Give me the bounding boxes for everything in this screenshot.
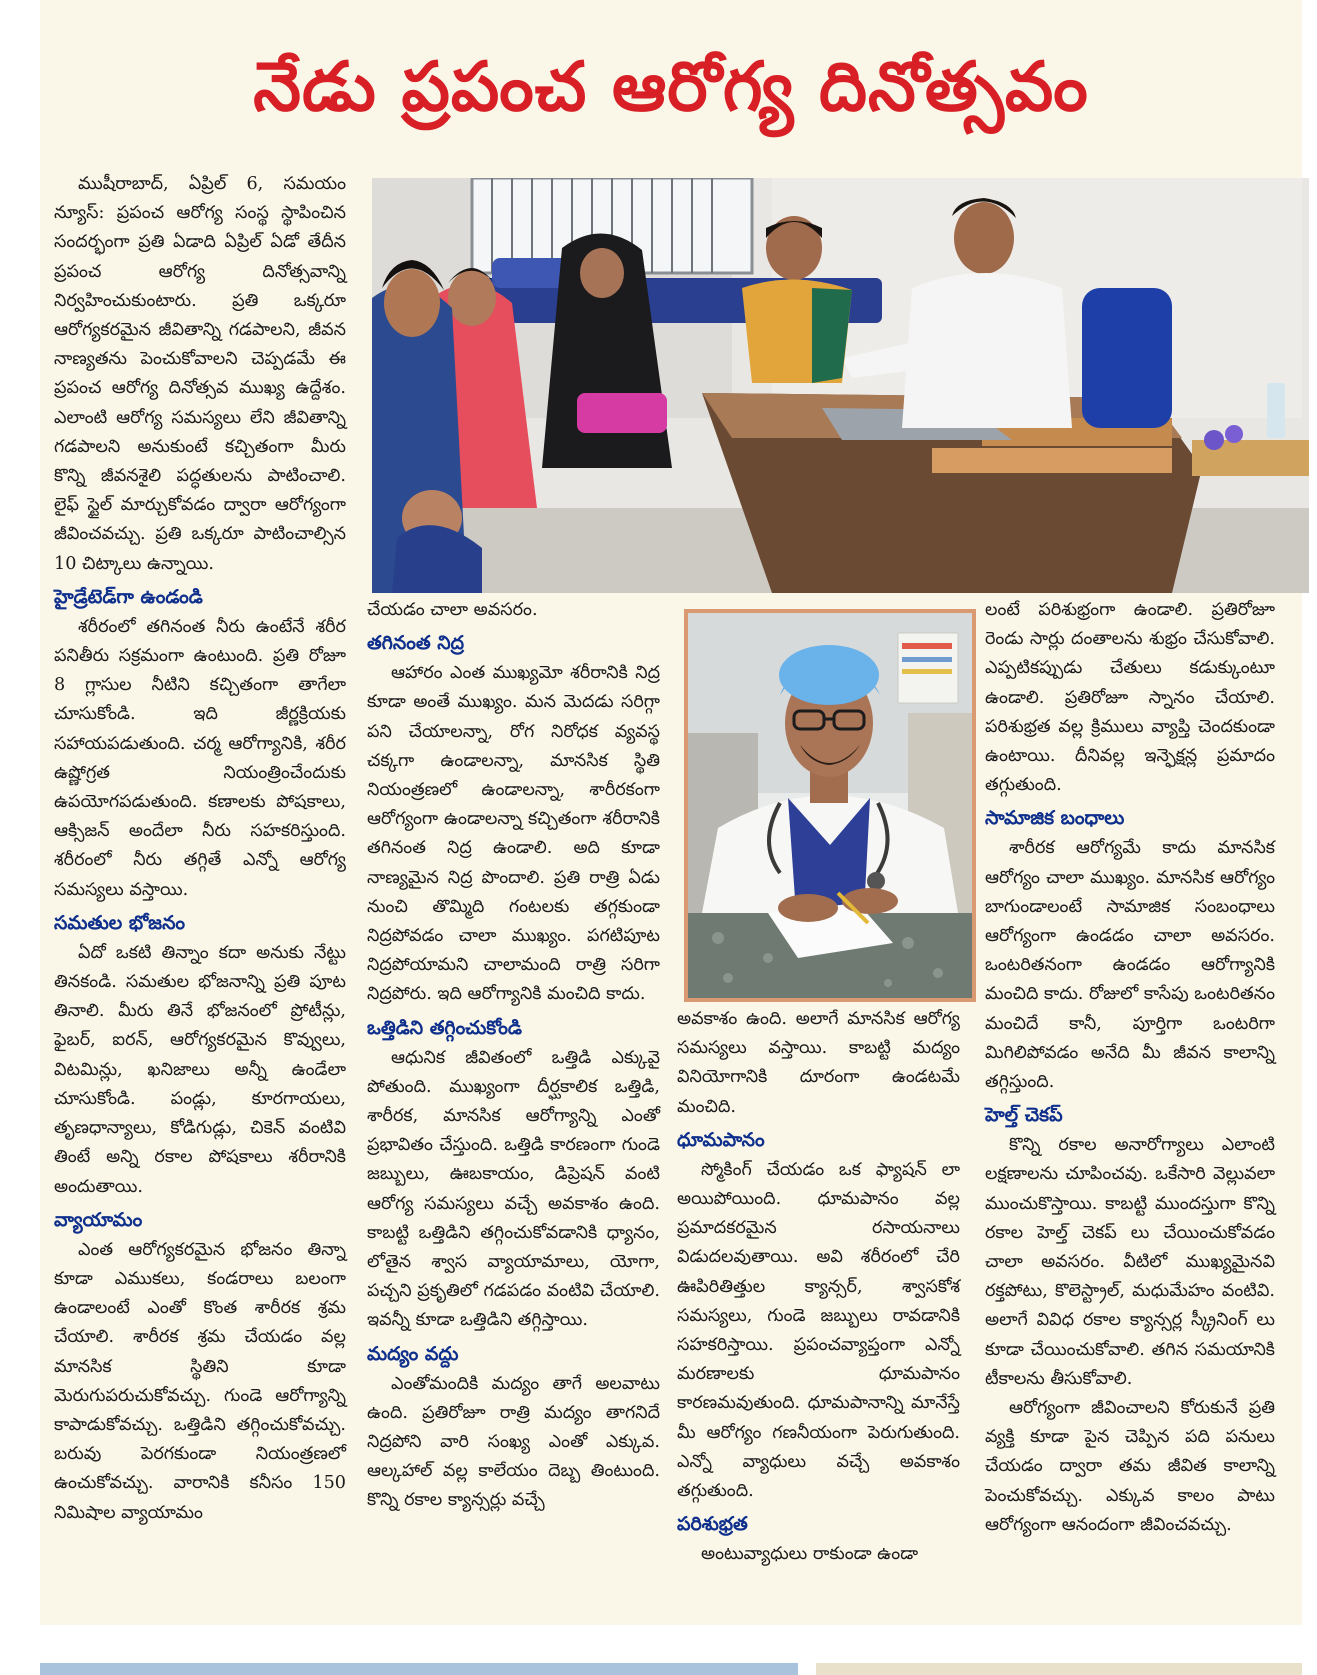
article-paragraph: చేయడం చాలా అవసరం. (367, 600, 538, 620)
article-paragraph: అంటువ్యాధులు రాకుండా ఉండా (701, 1544, 919, 1565)
article-paragraph: ఆహారం ఎంత ముఖ్యమో శరీరానికి నిద్ర కూడా అంతే ముఖ్యం. మన మెదడు సరిగ్గా పని చేయాలన్నా, రోగ నిరోధక వ్యవస్థ చక్కగా ఉండాలన్నా, మానసిక స్థితి నియంత్రణలో ఉండాలన్నా, శారీరకంగా ఆరోగ్యంగా ఉండాలన్నా కచ్చితంగా శరీరానికి తగినంత నిద్ర ఉండాలి. అది కూడా నాణ్యమైన నిద్ర పొందాలి. ప్రతి రాత్రి ఏడు నుంచి తొమ్మిది గంటలకు తగ్గకుండా నిద్రపోవడం చాలా ముఖ్యం. పగటిపూట నిద్రపోయామని చాలామంది రాత్రి సరిగా నిద్రపోరు. ఇది ఆరోగ్యానికి మంచిది కాదు. (367, 663, 660, 1005)
article-paragraph: శరీరంలో తగినంత నీరు ఉంటేనే శరీర పనితీరు సక్రమంగా ఉంటుంది. ప్రతి రోజూ 8 గ్లాసుల నీటిని కచ్చితంగా తాగేలా చూసుకోండి. ఇది జీర్ణక్రియకు సహాయపడుతుంది. చర్మ ఆరోగ్యానికి, శరీర ఉష్ణోగ్రత నియంత్రించేందుకు ఉపయోగపడుతుంది. కణాలకు పోషకాలు, ఆక్సిజన్ అందేలా నీరు సహకరిస్తుంది. శరీరంలో నీరు తగ్గితే ఎన్నో ఆరోగ్య సమస్యలు వస్తాయి. (54, 616, 346, 900)
article-paragraph: కొన్ని రకాల అనారోగ్యాలు ఎలాంటి లక్షణాలను చూపించవు. ఒకేసారి వెల్లువలా ముంచుకొస్తాయి. కాబట్టి ముందస్తుగా కొన్ని రకాల హెల్త్ చెకప్ లు చేయించుకోవడం చాలా అవసరం. వీటిలో ముఖ్యమైనవి రక్తపోటు, కొలెస్ట్రాల్, మధుమేహం వంటివి. అలాగే వివిధ రకాల క్యాన్సర్ల స్క్రీనింగ్ లు కూడా చేయించుకోవాలి. తగిన సమయానికి టీకాలను తీసుకోవాలి. (985, 1135, 1275, 1389)
column-2 (367, 596, 660, 1620)
section-heading: పరిశుభ్రత (677, 1513, 748, 1536)
headline: నేడు ప్రపంచ ఆరోగ్య దినోత్సవం (253, 48, 1089, 127)
section-heading: ధూమపానం (677, 1128, 765, 1151)
article-paragraph: అవకాశం ఉంది. అలాగే మానసిక ఆరోగ్య సమస్యలు వస్తాయి. కాబట్టి మద్యం వినియోగానికి దూరంగా ఉండటమే మంచిది. (677, 1009, 960, 1117)
section-heading: సమతుల భోజనం (54, 911, 186, 934)
section-heading: హైడ్రేటెడ్‌గా ఉండండి (54, 585, 203, 608)
section-heading: సామాజిక బంధాలు (985, 807, 1125, 830)
column-3 (677, 1005, 960, 1620)
section-heading: మద్యం వద్దు (367, 1342, 459, 1365)
article-paragraph: ముషీరాబాద్, ఏప్రిల్ 6, సమయం న్యూస్: ప్రపంచ ఆరోగ్య సంస్థ స్థాపించిన సందర్భంగా ప్రతి ఏడాది ఏప్రిల్ ఏడో తేదీన ప్రపంచ ఆరోగ్య దినోత్సవాన్ని నిర్వహించుకుంటారు. ప్రతి ఒక్కరూ ఆరోగ్యకరమైన జీవితాన్ని గడపాలని, జీవన నాణ్యతను పెంచుకోవాలని చెప్పడమే ఈ ప్రపంచ ఆరోగ్య దినోత్సవ ముఖ్య ఉద్దేశం. ఎలాంటి ఆరోగ్య సమస్యలు లేని జీవితాన్ని గడపాలని అనుకుంటే కచ్చితంగా మీరు కొన్ని జీవనశైలి పద్ధతులను పాటించాలి. లైఫ్ స్టైల్ మార్చుకోవడం ద్వారా ఆరోగ్యంగా జీవించవచ్చు. ప్రతి ఒక్కరూ పాటించాల్సిన 10 చిట్కాలు ఉన్నాయి. (54, 174, 346, 574)
article-paragraph: ఎంత ఆరోగ్యకరమైన భోజనం తిన్నా కూడా ఎముకలు, కండరాలు బలంగా ఉండాలంటే ఎంతో కొంత శారీరక శ్రమ చేయాలి. శారీరక శ్రమ చేయడం వల్ల మానసిక స్థితిని కూడా మెరుగుపరుచుకోవచ్చు. గుండె ఆరోగ్యాన్ని కాపాడుకోవచ్చు. ఒత్తిడిని తగ్గించుకోవచ్చు. బరువు పెరగకుండా నియంత్రణలో ఉంచుకోవచ్చు. వారానికి కనీసం 150 నిమిషాల వ్యాయామం (54, 1239, 346, 1523)
article-paragraph: ఆరోగ్యంగా జీవించాలని కోరుకునే ప్రతి వ్యక్తి కూడా పైన చెప్పిన పది పనులు చేయడం ద్వారా తమ జీవిత కాలాన్ని పెంచుకోవచ్చు. ఎక్కువ కాలం పాటు ఆరోగ్యంగా ఆనందంగా జీవించవచ్చు. (985, 1398, 1275, 1535)
next-article-strip-right (816, 1663, 1302, 1675)
section-heading: ఒత్తిడిని తగ్గించుకోండి (367, 1016, 522, 1039)
article-paragraph: ఆధునిక జీవితంలో ఒత్తిడి ఎక్కువై పోతుంది. ముఖ్యంగా దీర్ఘకాలిక ఒత్తిడి, శారీరక, మానసిక ఆరోగ్యాన్ని ఎంతో ప్రభావితం చేస్తుంది. ఒత్తిడి కారణంగా గుండె జబ్బులు, ఊబకాయం, డిప్రెషన్ వంటి ఆరోగ్య సమస్యలు వచ్చే అవకాశం ఉంది. కాబట్టి ఒత్తిడిని తగ్గించుకోవడానికి ధ్యానం, లోతైన శ్వాస వ్యాయామాలు, యోగా, పచ్చని ప్రకృతిలో గడపడం వంటివి చేయాలి. ఇవన్నీ కూడా ఒత్తిడిని తగ్గిస్తాయి. (367, 1047, 660, 1331)
section-heading: వ్యాయామం (54, 1208, 143, 1231)
column-4 (985, 596, 1275, 1620)
next-article-strip-left (40, 1663, 798, 1675)
column-1 (54, 170, 346, 1620)
clinic-photo (372, 178, 1309, 593)
article-paragraph: ఏదో ఒకటి తిన్నాం కదా అనుకు నేట్టు తినకండి. సమతుల భోజనాన్ని ప్రతి పూట తినాలి. మీరు తినే భోజనంలో ప్రోటీన్లు, ఫైబర్, ఐరన్, ఆరోగ్యకరమైన కొవ్వులు, విటమిన్లు, ఖనిజాలు అన్నీ ఉండేలా చూసుకోండి. పండ్లు, కూరగాయలు, తృణధాన్యాలు, కోడిగుడ్లు, చికెన్ వంటివి తింటే అన్ని రకాల పోషకాలు శరీరానికి అందుతాయి. (54, 942, 346, 1197)
article-paragraph: శారీరక ఆరోగ్యమే కాదు మానసిక ఆరోగ్యం చాలా ముఖ్యం. మానసిక ఆరోగ్యం బాగుండాలంటే సామాజిక సంబంధాలు ఆరోగ్యంగా ఉండడం చాలా అవసరం. ఒంటరితనంగా ఉండడం ఆరోగ్యానికి మంచిది కాదు. రోజులో కాసేపు ఒంటరితనం మంచిదే కానీ, పూర్తిగా ఒంటరిగా మిగిలిపోవడం అనేది మీ జీవన కాలాన్ని తగ్గిస్తుంది. (985, 838, 1275, 1093)
section-heading: హెల్త్ చెకప్ (985, 1104, 1063, 1127)
article-paragraph: లంటే పరిశుభ్రంగా ఉండాలి. ప్రతిరోజూ రెండు సార్లు దంతాలను శుభ్రం చేసుకోవాలి. ఎప్పటికప్పుడు చేతులు కడుక్కుంటూ ఉండాలి. ప్రతిరోజూ స్నానం చేయాలి. పరిశుభ్రత వల్ల క్రిములు వ్యాప్తి చెందకుండా ఉంటాయి. దీనివల్ల ఇన్ఫెక్షన్ల ప్రమాదం తగ్గుతుంది. (985, 600, 1275, 796)
article-paragraph: ఎంతోమందికి మద్యం తాగే అలవాటు ఉంది. ప్రతిరోజూ రాత్రి మద్యం తాగనిదే నిద్రపోని వారి సంఖ్య ఎంతో ఎక్కువ. ఆల్కహాల్ వల్ల కాలేయం దెబ్బ తింటుంది. కొన్ని రకాల క్యాన్సర్లు వచ్చే (367, 1373, 660, 1511)
doctor-portrait-photo (684, 609, 976, 1002)
article-paragraph: స్మోకింగ్ చేయడం ఒక ఫ్యాషన్ లా అయిపోయింది. ధూమపానం వల్ల ప్రమాదకరమైన రసాయనాలు విడుదలవుతాయి. అవి శరీరంలో చేరి ఊపిరితిత్తుల క్యాన్సర్, శ్వాసకోశ సమస్యలు, గుండె జబ్బులు రావడానికి సహకరిస్తాయి. ప్రపంచవ్యాప్తంగా ఎన్నో మరణాలకు ధూమపానం కారణమవుతుంది. ధూమపానాన్ని మానేస్తే మీ ఆరోగ్యం గణనీయంగా పెరుగుతుంది. ఎన్నో వ్యాధులు వచ్చే అవకాశం తగ్గుతుంది. (677, 1159, 960, 1502)
section-heading: తగినంత నిద్ర (367, 632, 464, 655)
